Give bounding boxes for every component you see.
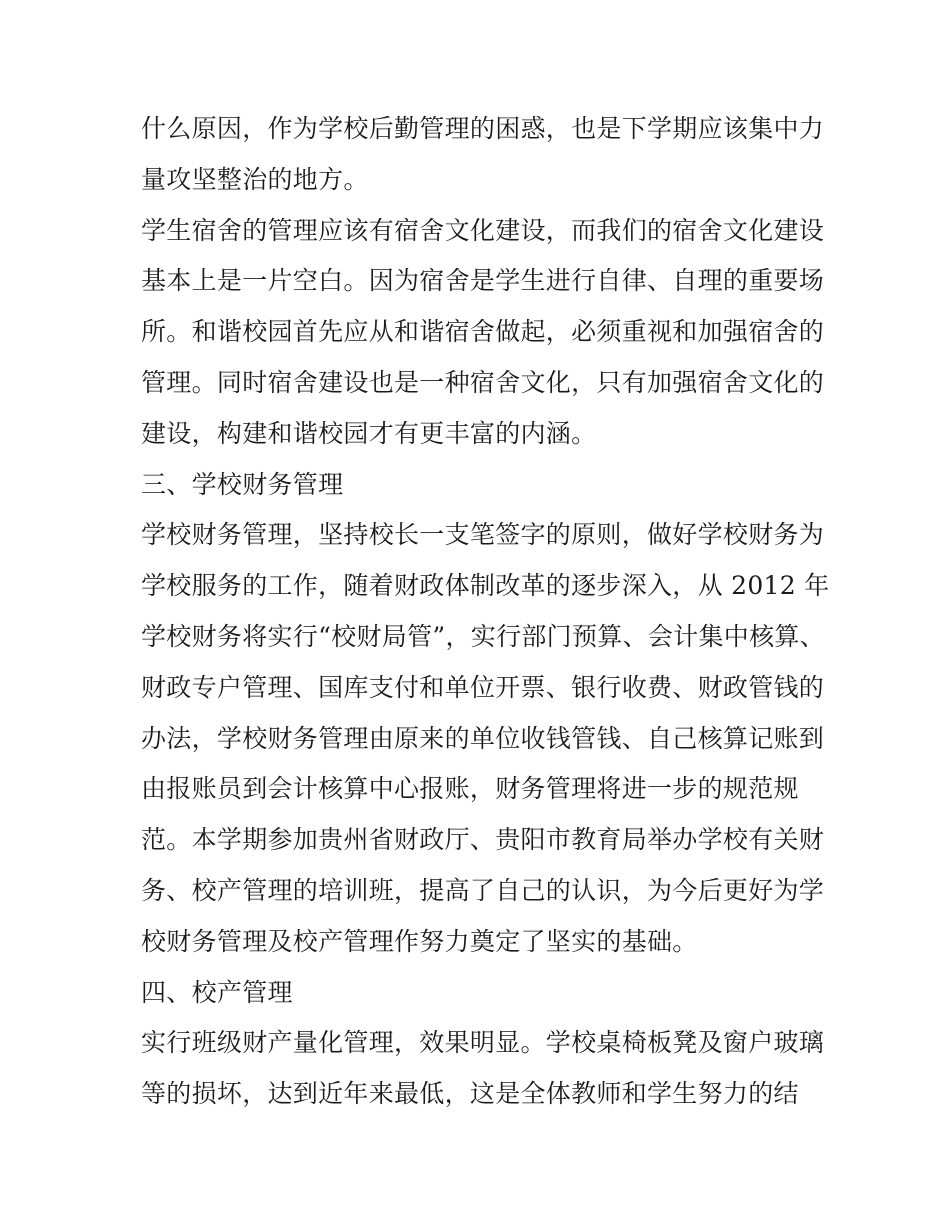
text-line: 管理。同时宿舍建设也是一种宿舍文化，只有加强宿舍文化的 (141, 367, 825, 397)
text-line: 学校服务的工作，随着财政体制改革的逐步深入，从 2012 年 (141, 571, 830, 601)
text-line: 务、校产管理的培训班，提高了自己的认识，为今后更好为学 (141, 875, 825, 905)
text-line: 财政专户管理、国库支付和单位开票、银行收费、财政管钱的 (141, 672, 825, 702)
section-heading: 三、学校财务管理 (141, 469, 344, 499)
text-line: 学生宿舍的管理应该有宿舍文化建设，而我们的宿舍文化建设 (141, 215, 825, 245)
text-line: 建设，构建和谐校园才有更丰富的内涵。 (141, 418, 597, 448)
text-line: 实行班级财产量化管理，效果明显。学校桌椅板凳及窗户玻璃 (141, 1028, 825, 1058)
text-line: 基本上是一片空白。因为宿舍是学生进行自律、自理的重要场 (141, 266, 825, 296)
text-line: 由报账员到会计核算中心报账，财务管理将进一步的规范规 (141, 774, 799, 804)
text-line: 等的损坏，达到近年来最低，这是全体教师和学生努力的结 (141, 1079, 799, 1109)
text-line: 学校财务管理，坚持校长一支笔签字的原则，做好学校财务为 (141, 520, 825, 550)
text-line: 量攻坚整治的地方。 (141, 164, 369, 194)
text-line: 所。和谐校园首先应从和谐宿舍做起，必须重视和加强宿舍的 (141, 317, 825, 347)
text-line: 范。本学期参加贵州省财政厅、贵阳市教育局举办学校有关财 (141, 825, 825, 855)
document-page (141, 104, 830, 1120)
text-line: 校财务管理及校产管理作努力奠定了坚实的基础。 (141, 926, 698, 956)
text-line: 什么原因，作为学校后勤管理的困惑，也是下学期应该集中力 (141, 114, 825, 143)
text-line: 办法，学校财务管理由原来的单位收钱管钱、自己核算记账到 (141, 723, 825, 753)
text-line: 学校财务将实行“校财局管”，实行部门预算、会计集中核算、 (141, 621, 825, 651)
section-heading: 四、校产管理 (141, 977, 293, 1007)
